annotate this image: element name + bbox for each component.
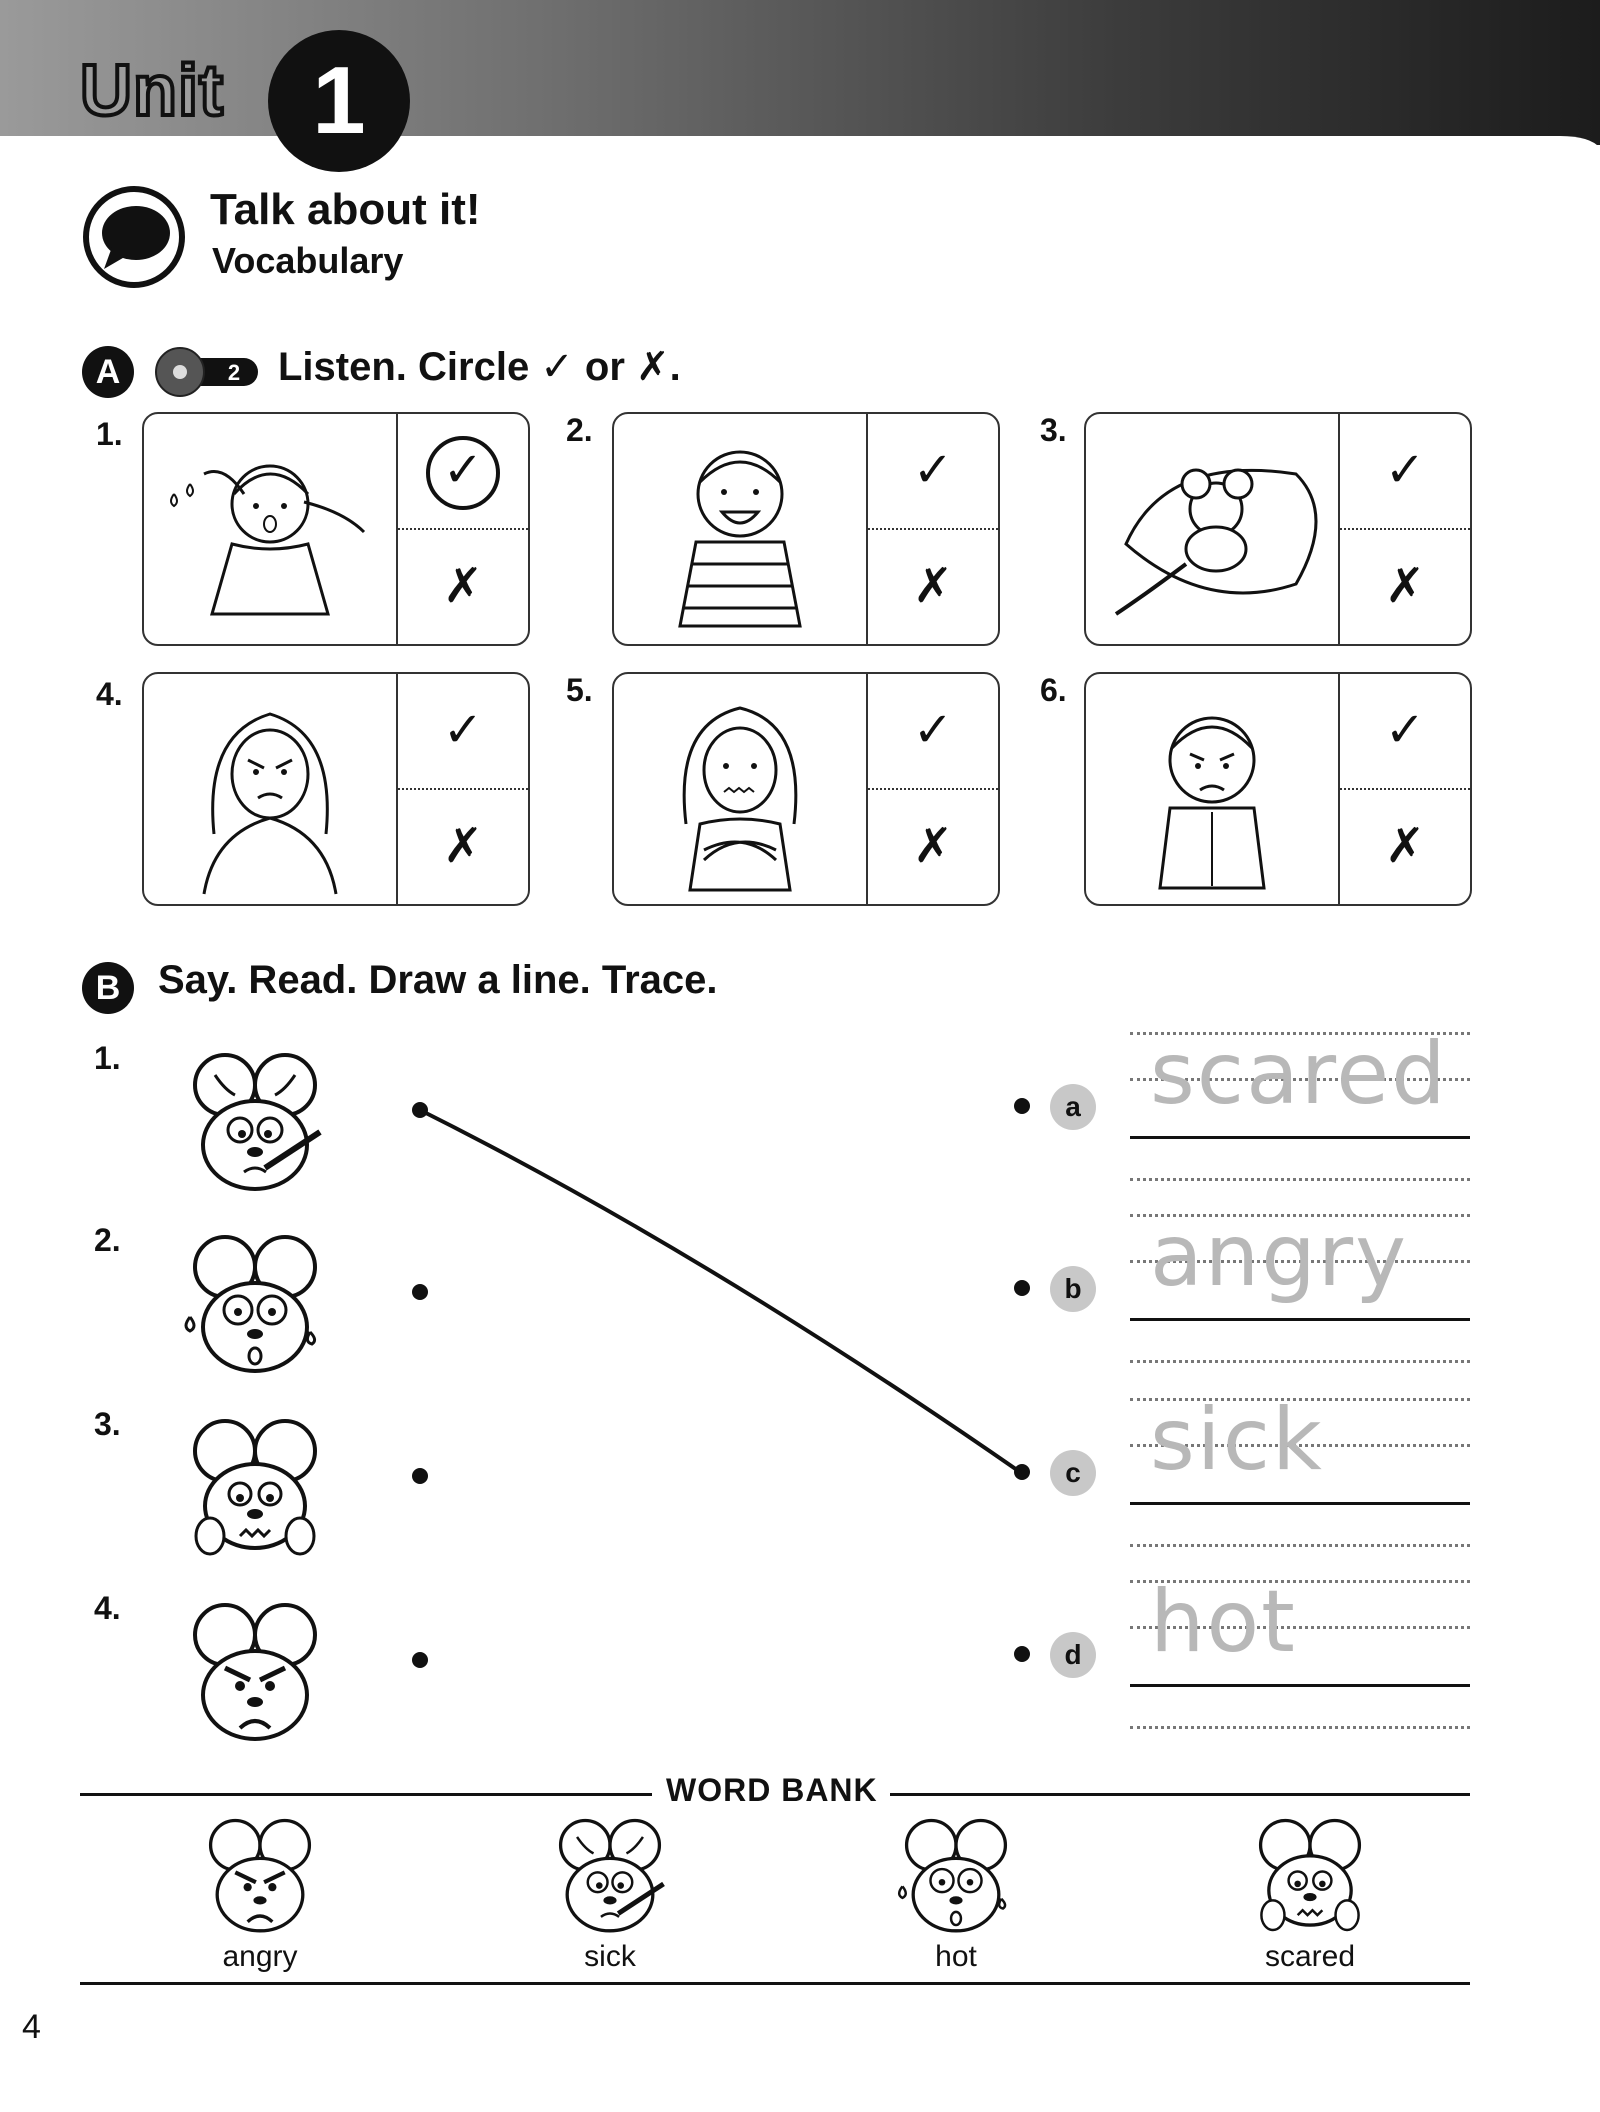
answer-letter: a bbox=[1050, 1084, 1096, 1130]
child-illustration bbox=[1086, 414, 1340, 644]
mouse-face-hot bbox=[170, 1222, 340, 1382]
match-dot-right[interactable] bbox=[1014, 1280, 1030, 1296]
match-dot-right[interactable] bbox=[1014, 1098, 1030, 1114]
trace-word: scared bbox=[1150, 1024, 1448, 1124]
listening-card bbox=[612, 672, 1000, 906]
mouse-face-scared bbox=[170, 1406, 340, 1566]
listening-card bbox=[142, 672, 530, 906]
match-dot-left[interactable] bbox=[412, 1468, 428, 1484]
match-dot-left[interactable] bbox=[412, 1652, 428, 1668]
section-a-item-number: 4. bbox=[96, 676, 123, 712]
section-b-item-number: 1. bbox=[94, 1040, 121, 1076]
trace-writing-lines[interactable] bbox=[1130, 1206, 1470, 1364]
match-dot-right[interactable] bbox=[1014, 1646, 1030, 1662]
check-mark: ✓ bbox=[1384, 704, 1426, 757]
audio-cd-icon[interactable] bbox=[152, 346, 262, 398]
word-bank-rule-right bbox=[890, 1793, 1470, 1796]
child-illustration bbox=[1086, 674, 1340, 904]
cross-mark: ✗ bbox=[1384, 820, 1426, 873]
child-illustration bbox=[144, 414, 398, 644]
section-b-item-number: 3. bbox=[94, 1406, 121, 1442]
check-mark: ✓ bbox=[912, 704, 954, 757]
cross-mark: ✗ bbox=[442, 820, 484, 873]
section-a-badge: A bbox=[82, 346, 134, 398]
check-option[interactable] bbox=[398, 674, 528, 790]
section-b-badge: B bbox=[82, 962, 134, 1014]
match-dot-left[interactable] bbox=[412, 1102, 428, 1118]
cross-option[interactable] bbox=[1340, 790, 1470, 904]
section-b-item-number: 4. bbox=[94, 1590, 121, 1626]
word-bank-mouse-scared bbox=[1240, 1808, 1380, 1940]
word-bank-word: hot bbox=[935, 1940, 977, 1973]
cross-option[interactable] bbox=[868, 530, 998, 644]
section-b-item-number: 2. bbox=[94, 1222, 121, 1258]
listening-card bbox=[142, 412, 530, 646]
word-bank-mouse-sick bbox=[540, 1808, 680, 1940]
trace-word: sick bbox=[1150, 1390, 1324, 1490]
child-illustration bbox=[614, 674, 868, 904]
section-b-instruction: Say. Read. Draw a line. Trace. bbox=[158, 958, 718, 1002]
check-option[interactable] bbox=[1340, 414, 1470, 530]
cross-option[interactable] bbox=[868, 790, 998, 904]
cross-option[interactable] bbox=[1340, 530, 1470, 644]
cross-option[interactable] bbox=[398, 790, 528, 904]
cross-option[interactable] bbox=[398, 530, 528, 644]
word-bank-word: sick bbox=[584, 1940, 636, 1973]
mouse-face-sick bbox=[170, 1040, 340, 1200]
audio-track-number: 2 bbox=[227, 360, 241, 385]
banner-edge bbox=[0, 100, 1600, 160]
section-a-item-number: 6. bbox=[1040, 672, 1067, 708]
section-a-item-number: 1. bbox=[96, 416, 123, 452]
answer-letter: c bbox=[1050, 1450, 1096, 1496]
word-bank-rule-bottom bbox=[80, 1982, 1470, 1985]
listening-card bbox=[1084, 672, 1472, 906]
section-a-item-number: 2. bbox=[566, 412, 593, 448]
check-mark: ✓ bbox=[442, 704, 484, 757]
word-bank-rule-left bbox=[80, 1793, 652, 1796]
cross-mark: ✗ bbox=[1384, 560, 1426, 613]
section-a-instruction: Listen. Circle ✓ or ✗. bbox=[278, 345, 681, 389]
unit-label: Unit bbox=[80, 51, 224, 131]
cross-mark: ✗ bbox=[912, 560, 954, 613]
word-bank-word: scared bbox=[1264, 1940, 1356, 1973]
section-a-item-number: 3. bbox=[1040, 412, 1067, 448]
match-dot-left[interactable] bbox=[412, 1284, 428, 1300]
check-mark: ✓ bbox=[912, 444, 954, 497]
word-bank-word: angry bbox=[222, 1940, 298, 1973]
page-number: 4 bbox=[22, 2008, 41, 2046]
talk-title: Talk about it! bbox=[210, 185, 481, 234]
trace-writing-lines[interactable] bbox=[1130, 1390, 1470, 1548]
cross-mark: ✗ bbox=[442, 560, 484, 613]
child-illustration bbox=[144, 674, 398, 904]
trace-writing-lines[interactable] bbox=[1130, 1572, 1470, 1730]
word-bank-mouse-hot bbox=[886, 1808, 1026, 1940]
check-mark: ✓ bbox=[1384, 444, 1426, 497]
circled-check-mark: ✓ bbox=[426, 436, 500, 510]
trace-word: angry bbox=[1150, 1206, 1409, 1306]
word-bank-mouse-angry bbox=[190, 1808, 330, 1940]
answer-letter: d bbox=[1050, 1632, 1096, 1678]
trace-word: hot bbox=[1150, 1572, 1297, 1672]
check-option[interactable] bbox=[868, 674, 998, 790]
cross-mark: ✗ bbox=[912, 820, 954, 873]
unit-number: 1 bbox=[268, 30, 410, 172]
section-a-item-number: 5. bbox=[566, 672, 593, 708]
listening-card bbox=[612, 412, 1000, 646]
check-option[interactable] bbox=[398, 414, 528, 530]
check-option[interactable] bbox=[1340, 674, 1470, 790]
word-bank-title: WORD BANK bbox=[666, 1772, 878, 1808]
answer-letter: b bbox=[1050, 1266, 1096, 1312]
talk-subtitle: Vocabulary bbox=[212, 240, 404, 281]
check-option[interactable] bbox=[868, 414, 998, 530]
mouse-face-angry bbox=[170, 1590, 340, 1750]
listening-card bbox=[1084, 412, 1472, 646]
trace-writing-lines[interactable] bbox=[1130, 1024, 1470, 1182]
child-illustration bbox=[614, 414, 868, 644]
speech-bubble-icon bbox=[82, 185, 186, 289]
match-dot-right[interactable] bbox=[1014, 1464, 1030, 1480]
